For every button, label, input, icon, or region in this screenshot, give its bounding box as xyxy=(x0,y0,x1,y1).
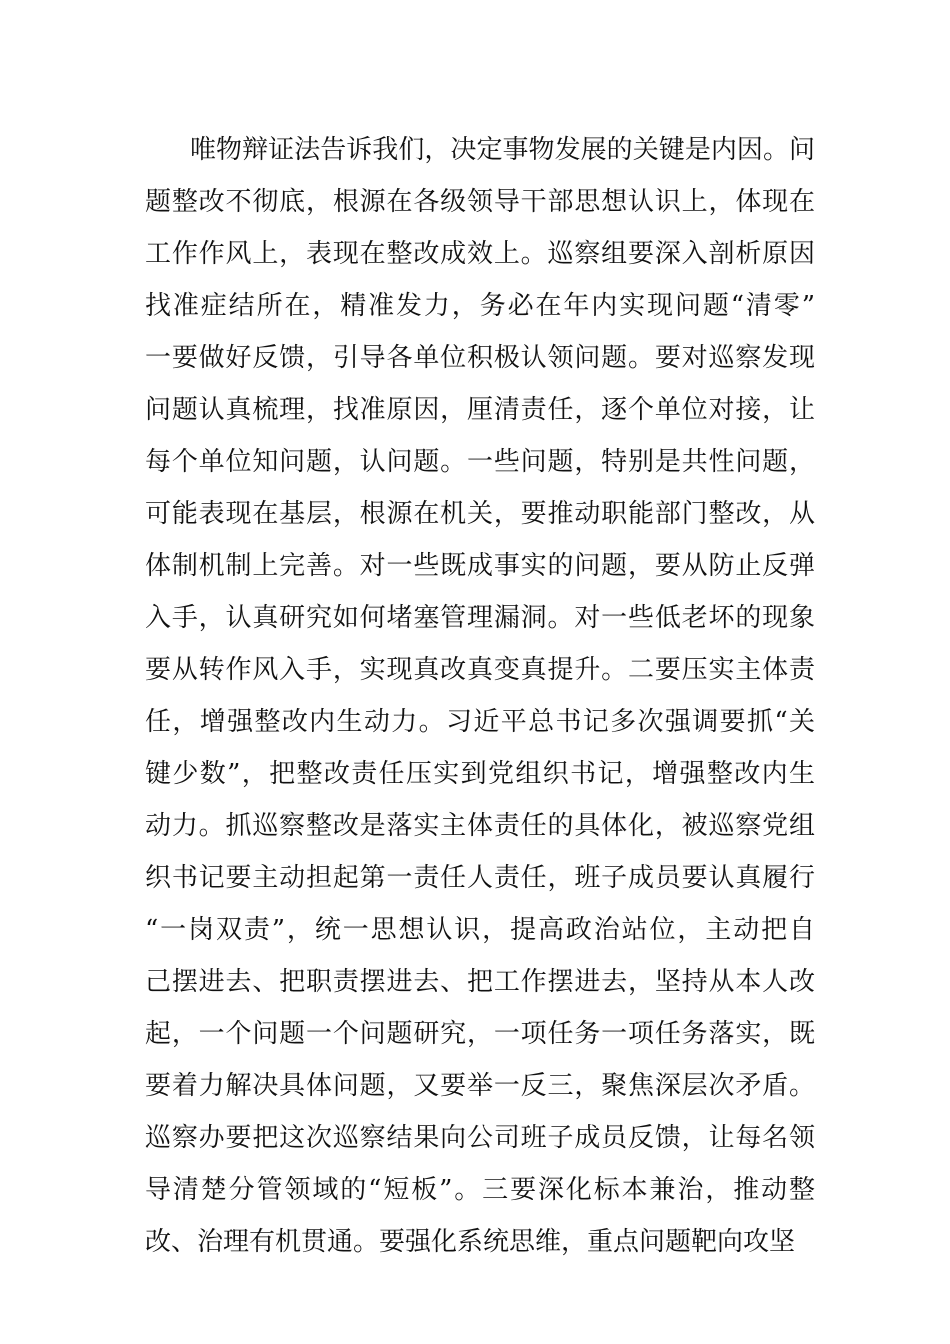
paragraph-line: 起，一个问题一个问题研究，一项任务一项任务落实，既 xyxy=(145,1019,815,1049)
paragraph-line: 任，增强整改内生动力。习近平总书记多次强调要抓“关 xyxy=(145,707,815,737)
paragraph-line: 导清楚分管领域的“短板”。三要深化标本兼治，推动整 xyxy=(145,1175,815,1205)
paragraph-line: 工作作风上，表现在整改成效上。巡察组要深入剖析原因 xyxy=(145,239,815,269)
paragraph-line: 己摆进去、把职责摆进去、把工作摆进去，坚持从本人改 xyxy=(145,967,815,997)
paragraph-line: 动力。抓巡察整改是落实主体责任的具体化，被巡察党组 xyxy=(145,811,815,841)
paragraph-line: 体制机制上完善。对一些既成事实的问题，要从防止反弹 xyxy=(145,551,815,581)
paragraph-line: 要从转作风入手，实现真改真变真提升。二要压实主体责 xyxy=(145,655,815,685)
paragraph-line: 要着力解决具体问题，又要举一反三，聚焦深层次矛盾。 xyxy=(145,1071,815,1101)
paragraph-line: 入手，认真研究如何堵塞管理漏洞。对一些低老坏的现象 xyxy=(145,603,815,633)
paragraph-line: “一岗双责”，统一思想认识，提高政治站位，主动把自 xyxy=(145,915,815,945)
paragraph-line: 巡察办要把这次巡察结果向公司班子成员反馈，让每名领 xyxy=(145,1123,815,1153)
paragraph-line: 一要做好反馈，引导各单位积极认领问题。要对巡察发现 xyxy=(145,343,815,373)
paragraph-line: 找准症结所在，精准发力，务必在年内实现问题“清零” xyxy=(145,291,815,321)
paragraph-line: 织书记要主动担起第一责任人责任，班子成员要认真履行 xyxy=(145,863,815,893)
paragraph-line: 每个单位知问题，认问题。一些问题，特别是共性问题， xyxy=(145,447,815,477)
paragraph-line: 唯物辩证法告诉我们，决定事物发展的关键是内因。问 xyxy=(190,135,815,165)
paragraph-line: 问题认真梳理，找准原因，厘清责任，逐个单位对接，让 xyxy=(145,395,815,425)
paragraph-line: 可能表现在基层，根源在机关，要推动职能部门整改，从 xyxy=(145,499,815,529)
paragraph-line: 键少数”，把整改责任压实到党组织书记，增强整改内生 xyxy=(145,759,815,789)
paragraph-line: 题整改不彻底，根源在各级领导干部思想认识上，体现在 xyxy=(145,187,815,217)
paragraph-line: 改、治理有机贯通。要强化系统思维，重点问题靶向攻坚 xyxy=(145,1227,796,1257)
